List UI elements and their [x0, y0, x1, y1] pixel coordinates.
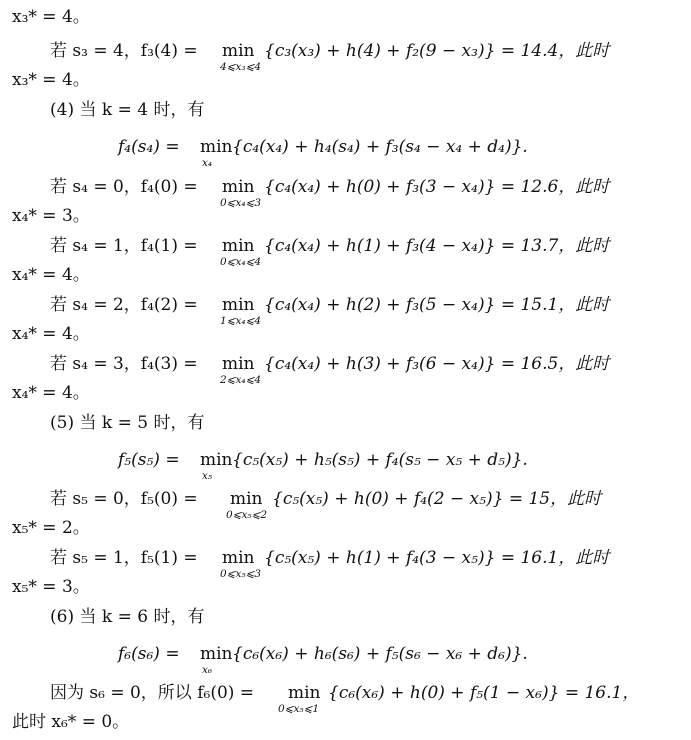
equation-line [0, 351, 691, 386]
min-subscript: x₆ [202, 664, 213, 676]
min-operator: min [230, 489, 263, 509]
min-subscript: 1⩽x₄⩽4 [220, 315, 262, 327]
equation-body: {c₅(x₅) + h(0) + f₄(2 − x₅)} = 15，此时 [272, 489, 602, 509]
equation-line [0, 233, 691, 268]
display-equation [0, 134, 691, 169]
equation-lhs: 若 s₄ = 2，f₄(2) = [50, 295, 198, 315]
equation-body: {c₆(x₆) + h₆(s₆) + f₅(s₆ − x₆ + d₆)}. [232, 644, 528, 664]
min-subscript: 2⩽x₄⩽4 [220, 374, 262, 386]
min-subscript: 4⩽x₃⩽4 [220, 61, 262, 73]
equation-line [0, 680, 691, 715]
equation-lhs: 若 s₃ = 4，f₃(4) = [50, 41, 198, 61]
min-operator: min [288, 683, 321, 703]
equation-lhs: 若 s₄ = 1，f₄(1) = [50, 236, 198, 256]
equation-line [0, 174, 691, 209]
equation-lhs: f₅(s₅) = [118, 450, 180, 470]
text-line [0, 574, 691, 600]
min-operator: min [200, 137, 233, 157]
equation-line [0, 38, 691, 73]
min-subscript: 0⩽x₅⩽2 [226, 509, 268, 521]
line-text: 此时 x₆* = 0。 [12, 712, 130, 732]
min-subscript: 0⩽x₄⩽3 [220, 197, 262, 209]
equation-lhs: 若 s₅ = 1，f₅(1) = [50, 548, 198, 568]
equation-lhs: f₆(s₆) = [118, 644, 180, 664]
equation-body: {c₅(x₅) + h(1) + f₄(3 − x₅)} = 16.1，此时 [264, 548, 610, 568]
line-text: x₅* = 3。 [12, 577, 90, 597]
text-line [0, 321, 691, 347]
text-line [0, 4, 691, 30]
line-text: x₄* = 4。 [12, 265, 90, 285]
equation-body: {c₄(x₄) + h₄(s₄) + f₃(s₄ − x₄ + d₄)}. [232, 137, 528, 157]
section-heading [0, 97, 691, 123]
equation-body: {c₄(x₄) + h(1) + f₃(4 − x₄)} = 13.7，此时 [264, 236, 610, 256]
equation-body: {c₅(x₅) + h₅(s₅) + f₄(s₅ − x₅ + d₅)}. [232, 450, 528, 470]
min-operator: min [200, 450, 233, 470]
min-subscript: x₄ [202, 157, 213, 169]
equation-body: {c₄(x₄) + h(2) + f₃(5 − x₄)} = 15.1，此时 [264, 295, 610, 315]
equation-lhs: 因为 s₆ = 0，所以 f₆(0) = [50, 683, 255, 703]
display-equation [0, 447, 691, 482]
text-line [0, 515, 691, 541]
min-subscript: 0⩽x₄⩽4 [220, 256, 262, 268]
equation-body: {c₄(x₄) + h(0) + f₃(3 − x₄)} = 12.6，此时 [264, 177, 610, 197]
min-operator: min [222, 295, 255, 315]
display-equation [0, 641, 691, 676]
text-line [0, 262, 691, 288]
equation-line [0, 486, 691, 521]
equation-lhs: 若 s₄ = 0，f₄(0) = [50, 177, 198, 197]
text-line [0, 380, 691, 406]
min-operator: min [222, 177, 255, 197]
equation-line [0, 545, 691, 580]
equation-body: {c₃(x₃) + h(4) + f₂(9 − x₃)} = 14.4，此时 [264, 41, 610, 61]
min-subscript: x₅ [202, 470, 213, 482]
min-operator: min [222, 548, 255, 568]
line-text: x₃* = 4。 [12, 7, 90, 27]
section-heading [0, 604, 691, 630]
text-line [0, 709, 691, 735]
equation-lhs: f₄(s₄) = [118, 137, 180, 157]
equation-body: {c₆(x₆) + h(0) + f₅(1 − x₆)} = 16.1， [328, 683, 640, 703]
line-text: (5) 当 k = 5 时，有 [50, 413, 205, 433]
line-text: x₅* = 2。 [12, 518, 90, 538]
min-operator: min [222, 354, 255, 374]
text-line [0, 67, 691, 93]
text-line [0, 203, 691, 229]
line-text: (4) 当 k = 4 时，有 [50, 100, 205, 120]
line-text: (6) 当 k = 6 时，有 [50, 607, 205, 627]
line-text: x₃* = 4。 [12, 70, 90, 90]
section-heading [0, 410, 691, 436]
min-operator: min [222, 41, 255, 61]
line-text: x₄* = 4。 [12, 383, 90, 403]
equation-body: {c₄(x₄) + h(3) + f₃(6 − x₄)} = 16.5，此时 [264, 354, 610, 374]
line-text: x₄* = 4。 [12, 324, 90, 344]
equation-lhs: 若 s₄ = 3，f₄(3) = [50, 354, 198, 374]
equation-line [0, 292, 691, 327]
line-text: x₄* = 3。 [12, 206, 90, 226]
min-operator: min [200, 644, 233, 664]
min-subscript: 0⩽x₅⩽3 [220, 568, 262, 580]
min-operator: min [222, 236, 255, 256]
min-subscript: 0⩽x₅⩽1 [278, 703, 320, 715]
equation-lhs: 若 s₅ = 0，f₅(0) = [50, 489, 198, 509]
